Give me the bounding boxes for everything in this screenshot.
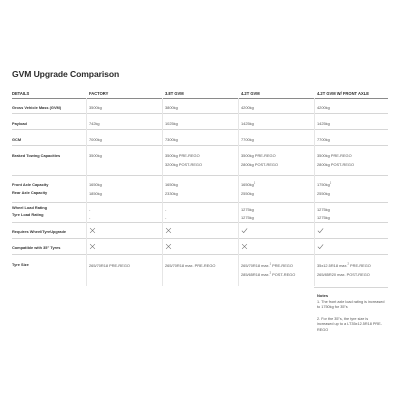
page-title: GVM Upgrade Comparison <box>12 69 120 79</box>
cell-3-8t-gvm: 3800kg <box>165 105 178 110</box>
cell-4-2t-towing-pre: 3500kg PRE-REGO <box>241 153 276 158</box>
cell-4-2t-wheel-load: 1275kg <box>241 207 254 212</box>
row-divider <box>12 238 388 239</box>
cross-icon <box>165 243 172 250</box>
cell-3-8t-towing-pre: 3500kg PRE-REGO <box>165 153 200 158</box>
row-divider <box>12 254 388 255</box>
cell-4-2t-fa-wheel-load: 1275kg <box>317 207 330 212</box>
row-divider <box>12 113 388 114</box>
cell-factory-towing: 3500kg <box>89 153 102 158</box>
row-divider <box>12 175 388 176</box>
cell-4-2t-fa-towing-pre: 3500kg PRE-REGO <box>317 153 352 158</box>
cell-3-8t-towing-post: 3200kg POST-REGO <box>165 162 202 167</box>
col-divider <box>238 98 239 286</box>
check-icon <box>241 227 248 234</box>
cell-4-2t-fa-tyre-size-post: 265/85R20 max. POST-REGO <box>317 272 370 277</box>
cell-3-8t-front-axle: 1650kg <box>165 182 178 187</box>
cross-icon <box>241 243 248 250</box>
row-label-gvm: Gross Vehicle Mass (GVM) <box>12 105 62 110</box>
cell-factory-front-axle: 1650kg <box>89 182 102 187</box>
cell-factory-payload: 742kg <box>89 121 100 126</box>
cell-3-8t-wheel-load: - <box>165 207 167 212</box>
cell-3-8t-tyre-size: 265/70R18 max. PRE-REGO <box>165 263 216 268</box>
cross-icon <box>165 227 172 234</box>
cell-factory-rear-axle: 1850kg <box>89 191 102 196</box>
cell-4-2t-rear-axle: 2550kg <box>241 191 254 196</box>
cell-4-2t-towing-post: 2800kg POST-REGO <box>241 162 278 167</box>
col-divider <box>86 98 87 286</box>
note-item: 1. The front axle load rating is increased to 1750kg for 35"s <box>317 300 385 310</box>
row-label-tyre-load: Tyre Load Rating <box>12 212 44 217</box>
col-divider <box>162 98 163 286</box>
cell-4-2t-fa-gvm: 4200kg <box>317 105 330 110</box>
cell-3-8t-rear-axle: 2330kg <box>165 191 178 196</box>
col-header-4-2t-front-axle: 4.2T GVM W/ FRONT AXLE <box>317 91 369 96</box>
cell-4-2t-fa-front-axle: $1750kg^1$ <box>317 181 332 187</box>
col-header-details: DETAILS <box>12 91 30 96</box>
cell-4-2t-fa-tyre-load: 1275kg <box>317 215 330 220</box>
row-label-gcm: GCM <box>12 137 22 142</box>
cross-icon <box>89 227 96 234</box>
cell-4-2t-fa-tyre-size-pre: 35x12.5R18 max.$^2$ PRE-REGO <box>317 262 371 268</box>
cell-4-2t-gcm: 7700kg <box>241 137 254 142</box>
check-icon <box>317 227 324 234</box>
notes-title: Notes <box>317 293 329 298</box>
cell-3-8t-payload: 1025kg <box>165 121 178 126</box>
row-label-wheel-load: Wheel Load Rating <box>12 205 48 210</box>
cell-4-2t-fa-payload: 1425kg <box>317 121 330 126</box>
cell-4-2t-tyre-size-pre: 265/70R18 max.$^1$ PRE-REGO <box>241 262 293 268</box>
cell-4-2t-payload: 1425kg <box>241 121 254 126</box>
row-label-rear-axle: Rear Axle Capacity <box>12 190 48 195</box>
cell-3-8t-tyre-load: - <box>165 215 167 220</box>
row-label-compatible-35: Compatible with 35" Tyres <box>12 245 61 250</box>
cell-4-2t-fa-towing-post: 2800kg POST-REGO <box>317 162 354 167</box>
row-label-front-axle: Front Axle Capacity <box>12 182 49 187</box>
row-divider <box>12 129 388 130</box>
row-divider <box>12 202 388 203</box>
cell-factory-gvm: 3500kg <box>89 105 102 110</box>
cell-factory-gcm: 7000kg <box>89 137 102 142</box>
row-divider <box>12 222 388 223</box>
col-header-3-8t: 3.8T GVM <box>165 91 184 96</box>
cross-icon <box>89 243 96 250</box>
note-item: 2. For the 35"s, the tyre size is increased up to a LT35x12.5R18 PRE-REGO <box>317 317 382 332</box>
row-label-tyre-size: Tyre Size <box>12 262 29 267</box>
cell-factory-wheel-load: - <box>89 207 91 212</box>
row-label-requires-upgrade: Requires Wheel/TyreUpgrade <box>12 229 66 234</box>
cell-factory-tyre-load: - <box>89 215 91 220</box>
cell-3-8t-gcm: 7300kg <box>165 137 178 142</box>
col-divider <box>314 98 315 286</box>
cell-4-2t-tyre-load: 1275kg <box>241 215 254 220</box>
col-header-4-2t: 4.2T GVM <box>241 91 260 96</box>
row-label-braked-towing: Braked Towing Capacities <box>12 153 61 158</box>
cell-4-2t-fa-gcm: 7700kg <box>317 137 330 142</box>
row-divider <box>12 145 388 146</box>
row-label-payload: Payload <box>12 121 27 126</box>
cell-factory-tyre-size: 265/70R18 PRE-REGO <box>89 263 130 268</box>
cell-4-2t-front-axle: $1650kg^1$ <box>241 181 256 187</box>
header-rule <box>12 98 388 99</box>
check-icon <box>317 243 324 250</box>
notes-rule <box>314 287 388 288</box>
cell-4-2t-gvm: 4200kg <box>241 105 254 110</box>
cell-4-2t-tyre-size-post: 285/65R18 max.$^2$ POST-REGO <box>241 271 296 277</box>
col-header-factory: FACTORY <box>89 91 109 96</box>
cell-4-2t-fa-rear-axle: 2550kg <box>317 191 330 196</box>
